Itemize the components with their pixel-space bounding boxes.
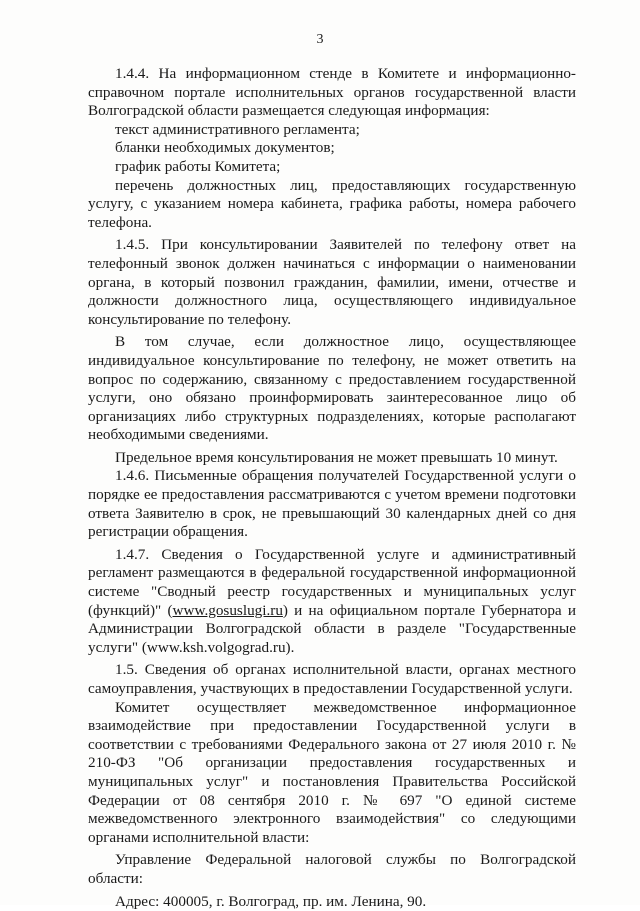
paragraph-1-4-6: 1.4.6. Письменные обращения получателей Государственной услуги о порядке ее предоставления рассматриваются с учетом времени подготовки ответа Заявителю в срок, не превышающий 30 календарных дней со дня регистрации обращения. — [88, 467, 576, 541]
paragraph-1-4-5: 1.4.5. При консультировании Заявителей по телефону ответ на телефонный звонок должен начинаться с информации о наименовании органа, в который позвонил гражданин, фамилии, имени, отчестве и должности должностного лица, осуществляющего индивидуальное консультирование по телефону. — [88, 236, 576, 328]
paragraph-address: Адрес: 400005, г. Волгоград, пр. им. Ленина, 90. — [115, 892, 427, 910]
gosuslugi-link[interactable]: www.gosuslugi.ru — [172, 601, 283, 619]
paragraph-1-4-4: 1.4.4. На информационном стенде в Комитете и информационно-справочном портале исполнительных органов государственной власти Волгоградской области размещается следующая информация: — [88, 65, 576, 120]
paragraph-tax-office: Управление Федеральной налоговой службы по Волгоградской области: — [88, 851, 576, 887]
document-body — [88, 65, 576, 911]
paragraph-1-4-7 — [88, 546, 576, 658]
list-item-regulation-text: текст административного регламента; — [115, 120, 360, 138]
paragraph-phone-redirect: В том случае, если должностное лицо, осуществляющее индивидуальное консультирование по телефону, не может ответить на вопрос по содержанию, связанному с предоставлением государственной услуги, оно обязано проинформировать заинтересованное лицо об организациях либо структурных подразделениях, которые располагают необходимыми сведениями. — [88, 333, 576, 444]
paragraph-1-5: 1.5. Сведения об органах исполнительной власти, органах местного самоуправления, участвующих в предоставлении Государственной услуги. — [88, 661, 576, 697]
paragraph-interaction: Комитет осуществляет межведомственное информационное взаимодействие при предоставлении Государственной услуги в соответствии с требованиями Федерального закона от 27 июля 2010 г. № 210-ФЗ "Об организации предоставления государственных и муниципальных услуг" и постановления Правительства Российской Федерации от 08 сентября 2010 г. № 697 "О единой системе межведомственного электронного взаимодействия" со следующими органами исполнительной власти: — [88, 698, 576, 846]
list-item-schedule: график работы Комитета; — [115, 157, 281, 175]
paragraph-1-4-7-text-start: 1.4.7. Сведения о Государственной услуге и административный регламент размещаются в федеральной государственной информационной системе "Сводный реестр государственных и муниципальных услуг (функций)" ( — [88, 545, 576, 619]
paragraph-1-4-7-text-end: ) и на официальном портале Губернатора и Администрации Волгоградской области в разделе "Государственные услуги" (www.ksh.volgograd.ru). — [88, 601, 576, 656]
list-item-forms: бланки необходимых документов; — [115, 139, 335, 157]
page-number: 3 — [316, 32, 324, 47]
list-item-officials: перечень должностных лиц, предоставляющих государственную услугу, с указанием номера кабинета, графика работы, номера рабочего телефона. — [88, 176, 576, 231]
paragraph-time-limit: Предельное время консультирования не может превышать 10 минут. — [115, 448, 558, 466]
